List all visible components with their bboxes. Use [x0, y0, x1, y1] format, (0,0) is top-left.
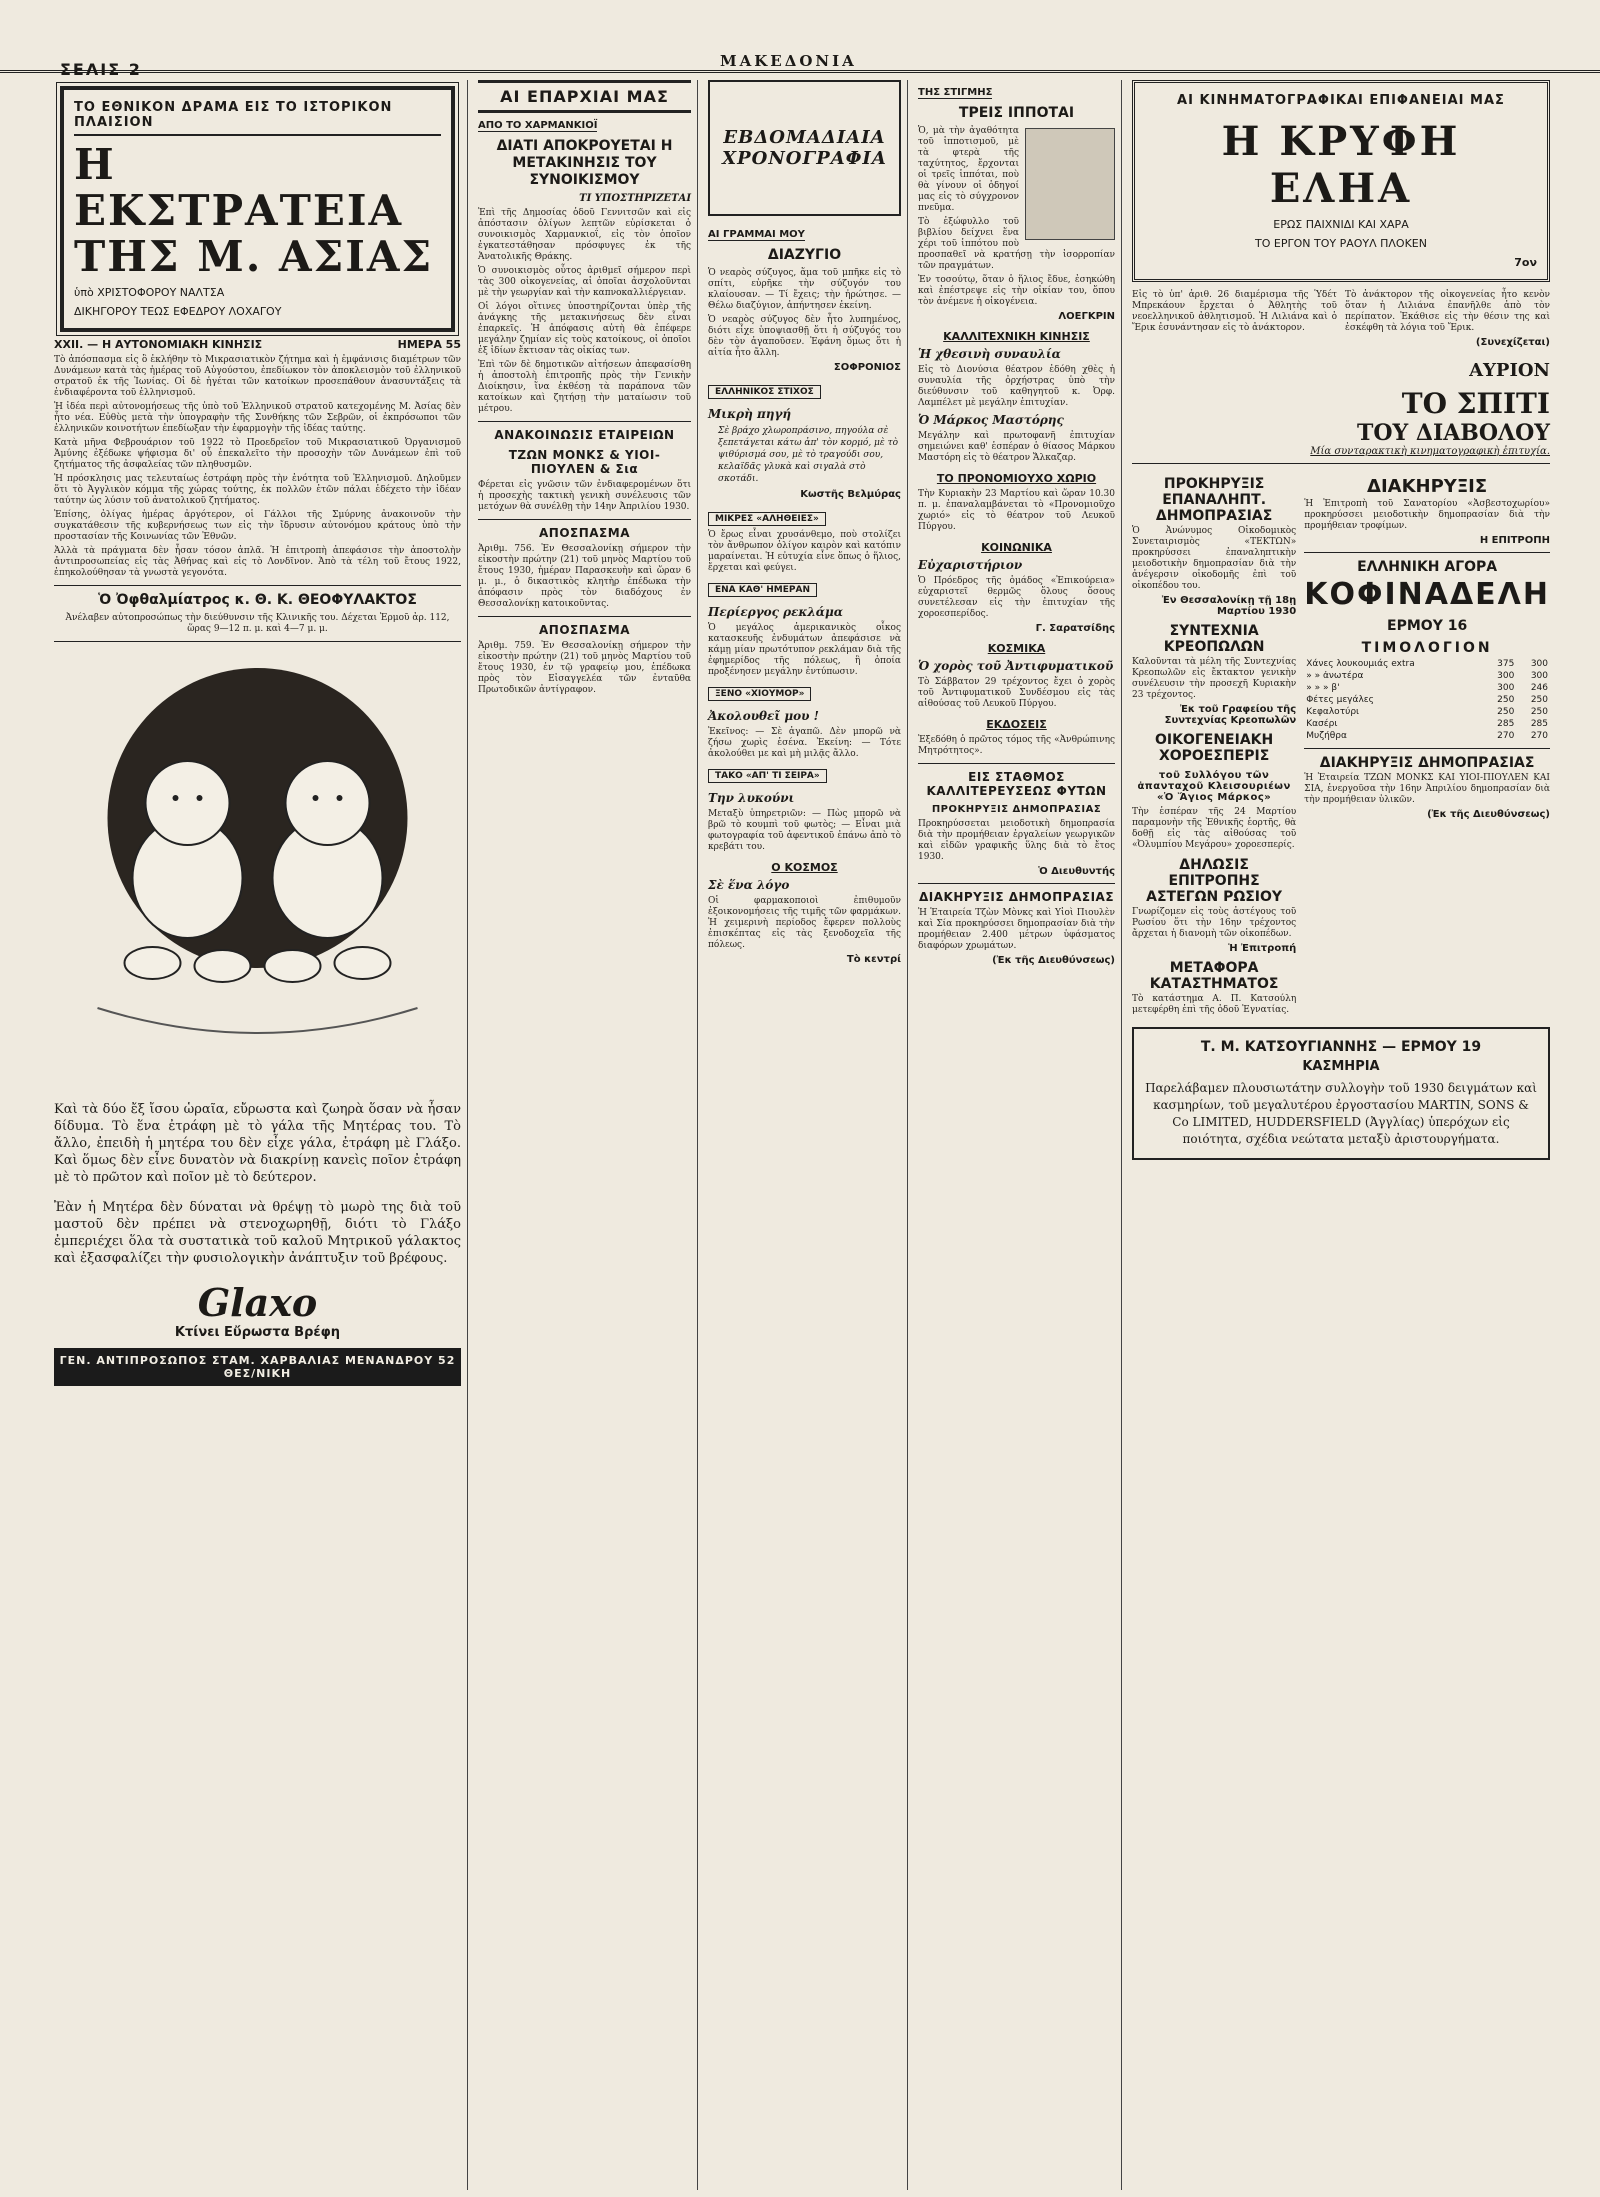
divider: [918, 763, 1115, 764]
price-row: [1304, 706, 1550, 718]
katsog-sub: ΚΑΣΜΗΡΙΑ: [1302, 1059, 1380, 1074]
divider: [1132, 463, 1550, 464]
section-text: Τὴν Κυριακὴν 23 Μαρτίου καὶ ὥραν 10.30 π. μ. ἐπαναλαμβάνεται τὸ «Προνομιοῦχο χωριό» εἰς τὸ θέατρον τοῦ Λευκοῦ Πύργου.: [918, 489, 1115, 532]
article-paragraph: Τὸ ἀπόσπασμα εἰς ὃ ἐκλήθην τὸ Μικρασιατικὸν ζήτημα καὶ ἡ ἐμφάνισις διαμέτρων τῶν Δυνάμεων κατὰ τὰς ἡμέρας τοῦ Αὐγούστου, ἐπεδίωκον τὸν ἀποκλεισμὸν τοῦ ἐλληνικοῦ στρατοῦ ἐκ τῆς Ἰωνίας. Οἱ δὲ ἡγέται τῶν κατοίκων προσεπάθουν ἀνασυντάξεις τὰ ἐνδιαφέροντα τοῦ ἑλληνισμοῦ.: [54, 355, 461, 398]
chronika-logo-word: ΕΒΔΟΜΑΔΙΑΙΑ ΧΡΟΝΟΓΡΑΦΙΑ: [722, 127, 887, 169]
optician-line: Ἀνέλαβεν αὐτοπροσώπως τὴν διεύθυνσιν τῆς Κλινικῆς του. Δέχεται Ἑρμοῦ ἀρ. 112, ὥρας 9—12 π. μ. καὶ 4—7 μ. μ.: [65, 613, 450, 634]
notice-heading: ΑΝΑΚΟΙΝΩΣΙΣ ΕΤΑΙΡΕΙΩΝ: [494, 428, 675, 442]
price-value: 270: [1497, 731, 1515, 741]
article-signature: Γ. Σαρατσίδης: [1035, 623, 1115, 634]
column-5: [1126, 80, 1556, 2190]
diak2-text: Ἡ Ἑταιρεία ΤΖΩΝ ΜΟΝΚΣ ΚΑΙ ΥΙΟΙ-ΠΙΟΥΛΕΝ ΚΑΙ ΣΙΑ, ἐνεργοῦσα τὴν 16ην Ἀπριλίου δημοπρασίαν διὰ τὴν προμήθειαν ὑλικῶν.: [1304, 773, 1550, 805]
cinema-top: ΑΙ ΚΙΝΗΜΑΤΟΓΡΑΦΙΚΑΙ ΕΠΙΦΑΝΕΙΑΙ ΜΑΣ: [1177, 93, 1505, 108]
notice-heading: ΕΙΣ ΣΤΑΘΜΟΣ ΚΑΛΛΙΤΕΡΕΥΣΕΩΣ ΦΥΤΩΝ: [926, 770, 1107, 798]
agora-catalog: ΤΙΜΟΛΟΓΙΟΝ: [1361, 640, 1493, 656]
divider: [918, 883, 1115, 884]
price-value: 285: [1530, 719, 1548, 729]
article-subheadline: ΤΙ ΥΠΟΣΤΗΡΙΖΕΤΑΙ: [579, 193, 691, 204]
cinema-serial-box: [1132, 80, 1550, 282]
katsogiannis-ad: [1132, 1027, 1550, 1160]
paper-name: ΜΑΚΕΔΟΝΙΑ: [720, 52, 857, 70]
article-paragraph: Ὁ, μὰ τὴν ἀγαθότητα τοῦ ἱπποτισμοῦ, μὲ τὰ φτερὰ τῆς ταχύτητος, ἔρχονται οἱ τρεῖς ἱππόται, ποὺ θὰ γίνουν οἱ ὁδηγοί μας εἰς τὸ σύγχρονον πνεῦμα.: [918, 126, 1019, 213]
price-item: Μυζήθρα: [1306, 731, 1347, 741]
section-text: Μεγάλην καὶ πρωτοφανῆ ἐπιτυχίαν σημειώνει καθ' ἑσπέραν ὁ θίασος Μάρκου Μαστόρη εἰς τὸ θέατρον Ἄλκαζαρ.: [918, 431, 1115, 463]
diakir-signature: Η ΕΠΙΤΡΟΠΗ: [1479, 535, 1550, 546]
metafora-heading: ΜΕΤΑΦΟΡΑ ΚΑΤΑΣΤΗΜΑΤΟΣ: [1149, 960, 1279, 992]
chronika-logo: [708, 80, 901, 216]
glaxo-caption-2: Ἐὰν ἡ Μητέρα δὲν δύναται νὰ θρέψῃ τὸ μωρὸ της διὰ τοῦ μαστοῦ δὲν πρέπει νὰ στενοχωρηθῇ, διότι τὸ Γλάξο ἐμπεριέχει ὅλα τὰ συστατικὰ τοῦ καλοῦ Μητρικοῦ γάλακτος καὶ ἐξασφαλίζει τὴν φυσιολογικὴν ἀνάπτυξιν τοῦ βρέφους.: [54, 1200, 461, 1266]
section-text: Μεταξὺ ὑπηρετριῶν: — Πὼς μπορῶ νὰ βρῶ τὸ κουμπὶ τοῦ φωτὸς; — Εἶναι μιὰ φωτογραφία τοῦ ἀφεντικοῦ ἐπάνω ἀπὸ τὸ κρεβάτι του.: [708, 809, 901, 852]
section-text: Ἐξεδόθη ὁ πρῶτος τόμος τῆς «Ἀνθρώπινης Μητρότητος».: [918, 735, 1115, 756]
section-tag: ΕΝΑ ΚΑΘ' ΗΜΕΡΑΝ: [708, 583, 817, 597]
cinema-paragraph: Τὸ ἀνάκτορον τῆς οἰκογενείας ἦτο κενὸν ὅταν ἡ Λιλιάνα ἐπανῆλθε ἀπὸ τὸν περίπατον. Ἐκάθισε εἰς τὴν θέσιν της καὶ ἐσκέφθη τὰ λόγια τοῦ Ἔρικ.: [1345, 290, 1550, 333]
section-heading: ΚΟΣΜΙΚΑ: [987, 642, 1046, 655]
article-paragraph: Ἐν τοσούτῳ, ὅταν ὁ ἥλιος ἔδυε, ἐσηκώθη καὶ ἐπέστρεψε εἰς τὴν οἰκίαν του, ὅπου τὸν ἀνέμενε ἡ οἰκογένεια.: [918, 275, 1115, 307]
article-paragraph: Ὁ νεαρὸς σύζυγος δὲν ἦτο λυπημένος, διότι εἶχε ὑποψιασθῇ ὅτι ἡ σύζυγός του δὲν τὸν ἀγαποῦσεν. Ἐφάνη ὅμως ὅτι ἡ αἰτία ἦτο ἄλλη.: [708, 315, 901, 358]
chapter-title: XXII. — Η ΑΥΤΟΝΟΜΙΑΚΗ ΚΙΝΗΣΙΣ: [54, 338, 263, 351]
section-title: Ὁ χορὸς τοῦ Ἀντιφυματικοῦ: [918, 659, 1114, 673]
diak2-heading: ΔΙΑΚΗΡΥΞΙΣ ΔΗΜΟΠΡΑΣΙΑΣ: [1319, 755, 1535, 771]
katsog-text: Παρελάβαμεν πλουσιωτάτην συλλογὴν τοῦ 1930 δειγμάτων καὶ κασμηρίων, τοῦ μεγαλυτέρου ἐργοστασίου MARTIN, SONS & Co LIMITED, HUDDERSFIELD (Ἀγγλίας) ὑπερόχων εἰς ποιότητα, σχέδια νεώτατα μεταξὺ ἀριστουργήματα.: [1145, 1081, 1537, 1146]
notice-company: ΤΖΩΝ ΜΟΝΚΣ & ΥΙΟΙ-ΠΙΟΥΛΕΝ & Σια: [508, 448, 661, 476]
cinema-col: [1132, 290, 1337, 354]
article-paragraph: Ἐπὶ τῆς Δημοσίας ὁδοῦ Γεννιτσῶν καὶ εἰς ἀπόστασιν ὀλίγων λεπτῶν εὑρίσκεται ὁ συνοικισμὸς Χαρμανκιοΐ, εἰς τὸν ὁποῖον ἐγκατεστάθησαν πρόσφυγες ἐκ τῆς Ἀνατολικῆς Θράκης.: [478, 208, 691, 262]
masthead: [0, 0, 1600, 79]
serial-ad-box: [60, 86, 455, 332]
section-text: Εἰς τὸ Διονύσια θέατρον ἐδόθη χθὲς ἡ συναυλία τῆς ὀρχήστρας ὑπὸ τὴν διεύθυνσιν τοῦ καθηγητοῦ κ. Ὀρφ. Λαμπέλετ μὲ μεγάλην ἐπιτυχίαν.: [918, 365, 1115, 408]
divider: [1304, 748, 1550, 749]
section-title: Εὐχαριστήριον: [918, 558, 1023, 572]
article-paragraph: Ἀλλὰ τὰ πράγματα δὲν ἦσαν τόσον ἁπλᾶ. Ἡ ἐπιτροπὴ ἀπεφάσισε τὴν ἀποστολὴν ἀντιπροσωπείας εἰς τὰς Ἀθήνας καὶ εἰς τὸ Λονδῖνον. Ἀπὸ τὰ τέλη τοῦ ἔτους 1922, ἐπηκολούθησαν τὰ γνωστὰ γεγονότα.: [54, 546, 461, 578]
section-heading: ΚΑΛΛΙΤΕΧΝΙΚΗ ΚΙΝΗΣΙΣ: [943, 330, 1090, 343]
price-item: » » » β': [1306, 683, 1340, 693]
section-tag: ΜΙΚΡΕΣ «ΑΛΗΘΕΙΕΣ»: [708, 512, 826, 526]
kosmos-heading: Ο ΚΟΣΜΟΣ: [771, 861, 838, 874]
cinema-part: 7ον: [1514, 256, 1537, 269]
section-tag: ΕΛΛΗΝΙΚΟΣ ΣΤΙΧΟΣ: [708, 385, 821, 399]
serial-author-sub: ΔΙΚΗΓΟΡΟΥ ΤΕΩΣ ΕΦΕΔΡΟΥ ΛΟΧΑΓΟΥ: [74, 305, 282, 318]
article-paragraph: Οἱ λόγοι οἵτινες ὑποστηρίζονται ὑπὲρ τῆς ἀνάγκης τῆς μετακινήσεως δὲν εἶναι ἐπαρκεῖς. Ἡ ἀπόφασις αὐτὴ θὰ ἐπέφερε μεγάλην ζημίαν εἰς τοὺς κατοίκους, οἱ ὁποῖοι ἐξ ἰδίων ἔκτισαν τὰς οἰκίας των.: [478, 302, 691, 356]
poem-title: Μικρὴ πηγή: [708, 407, 792, 421]
notices-left: [1132, 470, 1296, 1019]
serial-author: ὑπὸ ΧΡΙΣΤΟΦΟΡΟΥ ΝΑΛΤΣΑ: [74, 286, 225, 299]
price-value: 250: [1530, 707, 1548, 717]
cinema-end: (Συνεχίζεται): [1475, 337, 1550, 348]
notice-text: Ἡ Ἑταιρεία Τζὼν Μὸνκς καὶ Υἱοὶ Πιουλὲν καὶ Σία προκηρύσσει δημοπρασίαν διὰ τὴν προμήθειαν 2.400 μέτρων ὑφάσματος διαφόρων χρωμάτων.: [918, 908, 1115, 951]
serial-ad-top: ΤΟ ΕΘΝΙΚΟΝ ΔΡΑΜΑ ΕΙΣ ΤΟ ΙΣΤΟΡΙΚΟΝ ΠΛΑΙΣΙΟΝ: [74, 100, 441, 136]
price-table: [1304, 658, 1550, 742]
prokir-heading: ΠΡΟΚΗΡΥΞΙΣ ΕΠΑΝΑΛΗΠΤ. ΔΗΜΟΠΡΑΣΙΑΣ: [1155, 476, 1273, 524]
article-signature: ΣΟΦΡΟΝΙΟΣ: [833, 362, 901, 373]
oik-text: Τὴν ἑσπέραν τῆς 24 Μαρτίου παραμονὴν τῆς Ἐθνικῆς ἑορτῆς, θὰ δοθῇ εἰς τὰς αἰθούσας τοῦ «Ὀλυμπίου Μεγάρου» χοροεσπερίς.: [1132, 807, 1297, 850]
price-row: [1304, 718, 1550, 730]
synt-text: Καλοῦνται τὰ μέλη τῆς Συντεχνίας Κρεοπωλῶν εἰς ἔκτακτον γενικὴν συνέλευσιν τὴν προσεχῆ Κυριακὴν 23 τρέχοντος.: [1132, 657, 1297, 700]
avrion-sub: Μία συνταρακτικὴ κινηματογραφικὴ ἐπιτυχία.: [1310, 446, 1550, 457]
section-kicker: ΑΙ ΓΡΑΜΜΑΙ ΜΟΥ: [708, 229, 805, 240]
cinema-title: Η ΚΡΥΦΗ ΕΛΗΑ: [1221, 118, 1461, 212]
apospasma-text: Ἀριθμ. 759. Ἐν Θεσσαλονίκῃ σήμερον τὴν εἰκοστὴν πρώτην (21) τοῦ μηνὸς Μαρτίου τοῦ ἔτους 1930, ἐν τῷ γραφείῳ μου, ἐπέδωκα πρὸς τὸν Εἰσαγγελέα τῶν ἐνταῦθα Πρωτοδικῶν ἀντίγραφον.: [478, 641, 691, 695]
serial-title-line2: ΤΗΣ Μ. ΑΣΙΑΣ: [74, 232, 434, 281]
apospasma-heading: ΑΠΟΣΠΑΣΜΑ: [539, 623, 630, 637]
price-item: » » ἀνωτέρα: [1306, 671, 1364, 681]
article-title: ΔΙΑΖΥΓΙΟ: [767, 247, 842, 263]
price-row: [1304, 730, 1550, 742]
glaxo-agent-bar: ΓΕΝ. ΑΝΤΙΠΡΟΣΩΠΟΣ ΣΤΑΜ. ΧΑΡΒΑΛΙΑΣ ΜΕΝΑΝΔΡΟΥ 52 ΘΕΣ/ΝΙΚΗ: [54, 1348, 461, 1386]
section-title: Περίεργος ρεκλάμα: [708, 605, 844, 619]
agora-heading: ΕΛΛΗΝΙΚΗ ΑΓΟΡΑ: [1357, 559, 1498, 575]
notice-subheading: ΠΡΟΚΗΡΥΞΙΣ ΔΗΜΟΠΡΑΣΙΑΣ: [931, 804, 1102, 815]
notices-right: [1304, 470, 1550, 1019]
article-paragraph: Ἡ πρόσκλησις μας τελευταίως ἐστράφη πρὸς τὴν ἑνότητα τοῦ Ἑλληνισμοῦ. Δηλοῦμεν ὅτι τὸ Ἀγγλικὸν κόμμα τῆς χώρας τούτης, ἐκ πολλῶν ἐτῶν πάλαι ἐδέχετο τὴν ἰδέαν ταύτην ὡς λύσιν τοῦ ἀνατολικοῦ ζητήματος.: [54, 474, 461, 506]
divider: [54, 585, 461, 586]
price-row: [1304, 670, 1550, 682]
section-tag: ΞΕΝΟ «ΧΙΟΥΜΟΡ»: [708, 687, 811, 701]
avrion-title: ΤΟ ΣΠΙΤΙ: [1401, 387, 1550, 420]
price-row: [1304, 694, 1550, 706]
diak2-signature: (Ἐκ τῆς Διευθύνσεως): [1427, 809, 1550, 820]
katsog-name: Τ. Μ. ΚΑΤΣΟΥΓΙΑΝΝΗΣ — ΕΡΜΟΥ 19: [1200, 1039, 1482, 1055]
price-item: Κασέρι: [1306, 719, 1338, 729]
babies-illustration: [54, 648, 461, 1088]
optician-title: Ὁ Ὀφθαλμίατρος κ. Θ. Κ. ΘΕΟΦΥΛΑΚΤΟΣ: [98, 592, 417, 608]
article-headline: ΔΙΑΤΙ ΑΠΟΚΡΟΥΕΤΑΙ Η ΜΕΤΑΚΙΝΗΣΙΣ ΤΟΥ ΣΥΝΟΙΚΙΣΜΟΥ: [496, 138, 673, 188]
divider: [478, 421, 691, 422]
notices-row: [1132, 470, 1550, 1019]
price-row: [1304, 682, 1550, 694]
column-4: [912, 80, 1122, 2190]
notice-text: Προκηρύσσεται μειοδοτικὴ δημοπρασία διὰ τὴν προμήθειαν ἐργαλείων γεωργικῶν καὶ εἰδῶν γραφικῆς ὕλης διὰ τὸ ἔτος 1930.: [918, 819, 1115, 862]
synt-heading: ΣΥΝΤΕΧΝΙΑ ΚΡΕΟΠΩΛΩΝ: [1163, 623, 1265, 655]
section-text: Ὁ μεγάλος ἀμερικανικὸς οἶκος κατασκευῆς ἐνδυμάτων ἀπεφάσισε νὰ κάμῃ μίαν πρωτότυπον ρεκλάμαν διὰ τῆς ἐφημερίδος τῆς πόλεως, ἣ ὁποία προξένησεν μεγάλην ἐντύπωσιν.: [708, 623, 901, 677]
notice-signature: Ὁ Διευθυντής: [1038, 866, 1115, 877]
asteg-heading: ΔΗΛΩΣΙΣ ΕΠΙΤΡΟΠΗΣ ΑΣΤΕΓΩΝ ΡΩΣΙΟΥ: [1146, 857, 1283, 905]
price-value: 375: [1497, 659, 1515, 669]
price-item: Φέτες μεγάλες: [1306, 695, 1374, 705]
agora-address: ΕΡΜΟΥ 16: [1387, 618, 1468, 634]
column-1: [48, 80, 468, 2190]
glaxo-tagline: Κτίνει Εὔρωστα Βρέφη: [174, 1325, 341, 1340]
avrion-box: [1132, 360, 1550, 457]
glaxo-logo: Glaxo: [197, 1280, 318, 1325]
poem-text: Σὲ βράχο χλωροπράσινο, πηγούλα σὲ ξεπετάγεται κάτω ἀπ' τὸν κορμό, μὲ τὸ ψιθύρισμά σου, μὲ τὸ τραγούδι σου, κελαϊδᾶς γλυκὰ καὶ σιγαλὰ στὸ σκοτάδι.: [718, 426, 898, 484]
price-value: 300: [1530, 659, 1548, 669]
apospasma-text: Ἀριθμ. 756. Ἐν Θεσσαλονίκῃ σήμερον τὴν εἰκοστὴν πρώτην (21) τοῦ μηνὸς Μαρτίου τοῦ ἔτους 1930, ἡμέραν Παρασκευὴν καὶ ὥραν 6 μ. μ., ὁ δικαστικὸς κλητὴρ ἐπέδωκα τὴν ἀπόφασιν πρὸς τὸν διαδόχους ἐν Θεσσαλονίκῃ κατοικοῦντας.: [478, 544, 691, 609]
article-paragraph: Ἐπὶ τῶν δὲ δημοτικῶν αἰτήσεων ἀπεφασίσθη ἡ ἀποστολὴ ἐπιτροπῆς πρὸς τὴν Γενικὴν Διοίκησιν, ἵνα ἐκθέσῃ τὰ παράπονα τῶν κατοίκων καὶ ζητήσῃ τὴν ματαίωσιν τοῦ μέτρου.: [478, 360, 691, 414]
column-2: [472, 80, 698, 2190]
section-tag: ΤΑΚΟ «ΑΠ' ΤΙ ΣΕΙΡΑ»: [708, 769, 827, 783]
price-item: Χάνες λουκουμιάς extra: [1306, 659, 1415, 669]
article-paragraph: Ὁ νεαρὸς σύζυγος, ἅμα τοῦ μπῆκε εἰς τὸ σπίτι, εὑρῆκε τὴν σύζυγόν του κλαίουσαν. — Τί ἔχεις; τὴν ἠρώτησε. — Θέλω διαζύγιον, ἀπήντησεν ἐκείνη.: [708, 268, 901, 311]
article-title: ΤΡΕΙΣ ΙΠΠΟΤΑΙ: [958, 105, 1075, 121]
apospasma-heading: ΑΠΟΣΠΑΣΜΑ: [539, 526, 630, 540]
cinema-sub2: ΤΟ ΕΡΓΟΝ ΤΟΥ ΡΑΟΥΛ ΠΛΟΚΕΝ: [1255, 237, 1427, 250]
article-signature: Τὸ κεντρί: [846, 954, 901, 965]
article-paragraph: Ἐπίσης, ὀλίγας ἡμέρας ἀργότερον, οἱ Γάλλοι τῆς Σμύρνης ἀνακοινοῦν τὴν συγκατάθεσιν τῆς κυβερνήσεως των εἰς τὴν ἴδρυσιν αὐτονόμου κράτους ὑπὸ τὴν προστασίαν τῆς Κοινωνίας τῶν Ἐθνῶν.: [54, 510, 461, 542]
prokir-text: Ὁ Ἀνώνυμος Οἰκοδομικὸς Συνεταιρισμὸς «ΤΕΚΤΩΝ» προκηρύσσει ἐπαναληπτικὴν μειοδοτικὴν δημοπρασίαν διὰ τὴν ἀνέγερσιν οἰκοδομῆς ἐπὶ τοῦ οἰκοπέδου του.: [1132, 526, 1297, 591]
divider: [478, 616, 691, 617]
section-kicker: ΤΗΣ ΣΤΙΓΜΗΣ: [918, 87, 993, 98]
section-heading: ΕΚΔΟΣΕΙΣ: [986, 718, 1047, 731]
article-kicker: ΑΠΟ ΤΟ ΧΑΡΜΑΝΚΙΟΪ: [478, 120, 598, 131]
section-text: Ἐκεῖνος: — Σὲ ἀγαπῶ. Δὲν μπορῶ νὰ ζήσω χωρὶς ἐσένα. Ἐκείνη: — Τότε ἀκολούθει με καὶ μὴ μιλᾷς ἄλλο.: [708, 727, 901, 759]
price-value: 300: [1497, 671, 1515, 681]
section-title: Σὲ ἕνα λόγο: [708, 878, 790, 892]
article-paragraph: Τὸ ἐξώφυλλο τοῦ βιβλίου δείχνει ἕνα χέρι τοῦ ἱππότου ποὺ προσπαθεῖ νὰ κρατήσῃ τὴν ἰσορροπίαν τῶν πραγμάτων.: [918, 217, 1115, 271]
price-row: [1304, 658, 1550, 670]
section-heading: ΚΟΙΝΩΝΙΚΑ: [981, 541, 1052, 554]
chapter-heading: [54, 338, 461, 351]
section-heading: ΤΟ ΠΡΟΝΟΜΙΟΥΧΟ ΧΩΡΙΟ: [936, 472, 1097, 485]
price-value: 250: [1497, 707, 1515, 717]
section-title: Ὁ Μάρκος Μαστόρης: [918, 413, 1064, 427]
synt-signature: Ἐκ τοῦ Γραφείου τῆς Συντεχνίας Κρεοπωλῶν: [1164, 704, 1297, 726]
column-3: [702, 80, 908, 2190]
prokir-signature: Ἐν Θεσσαλονίκῃ τῇ 18ῃ Μαρτίου 1930: [1161, 595, 1297, 617]
price-value: 300: [1497, 683, 1515, 693]
article-paragraph: Ὁ συνοικισμὸς οὗτος ἀριθμεῖ σήμερον περὶ τὰς 300 οἰκογενείας, αἱ ὁποῖαι ἀσχολοῦνται μὲ τὴν γεωργίαν καὶ τὴν καπνοκαλλιέργειαν.: [478, 266, 691, 298]
cinema-sub1: ΕΡΩΣ ΠΑΙΧΝΙΔΙ ΚΑΙ ΧΑΡΑ: [1273, 218, 1409, 231]
section-header: ΑΙ ΕΠΑΡΧΙΑΙ ΜΑΣ: [478, 80, 691, 113]
avrion-title2: ΤΟΥ ΔΙΑΒΟΛΟΥ: [1356, 420, 1550, 446]
price-item: Κεφαλοτύρι: [1306, 707, 1360, 717]
serial-title-line1: Η ΕΚΣΤΡΑΤΕΙΑ: [74, 140, 404, 235]
diakir-heading: ΔΙΑΚΗΡΥΞΙΣ: [1367, 476, 1488, 497]
section-text: Οἱ φαρμακοποιοὶ ἐπιθυμοῦν ἐξοικονομήσεις τῆς τιμῆς τῶν φαρμάκων. Ἡ χειμερινὴ περίοδος ἔφερεν πολλοὺς ἐπισκέπτας εἰς τὰς ξενοδοχεῖα τῆς πόλεως.: [708, 896, 901, 950]
price-value: 250: [1497, 695, 1515, 705]
article-paragraph: Ἡ ἰδέα περὶ αὐτονομήσεως τῆς ὑπὸ τοῦ Ἑλληνικοῦ στρατοῦ κατεχομένης Μ. Ἀσίας δὲν ἦτο νέα. Εὐθὺς μετὰ τὴν ὑπογραφὴν τῆς Συνθήκης τῶν Σεβρῶν, οἱ ἐκπρόσωποι τῶν ἑλληνικῶν κοινοτήτων ἐπεδίωξαν τὴν ἐφαρμογὴν τῆς ἰδέας ταύτης.: [54, 402, 461, 434]
oik-heading: ΟΙΚΟΓΕΝΕΙΑΚΗ ΧΟΡΟΕΣΠΕΡΙΣ: [1154, 732, 1274, 764]
page-number: ΣΕΛΙΣ 2: [60, 60, 142, 79]
divider: [1304, 552, 1550, 553]
notice-text: Φέρεται εἰς γνῶσιν τῶν ἐνδιαφερομένων ὅτι ἡ προσεχὴς τακτικὴ γενικὴ συνέλευσις τῶν μετόχων θὰ συνέλθῃ τὴν 14ην Ἀπριλίου 1930.: [478, 480, 691, 512]
chapter-day: ΗΜΕΡΑ 55: [397, 338, 461, 351]
section-title: Την λυκούνι: [708, 791, 795, 805]
section-title: Ἡ χθεσινὴ συναυλία: [918, 347, 1061, 361]
cinema-columns: [1132, 290, 1550, 354]
metafora-text: Τὸ κατάστημα Α. Π. Κατσούλη μετεφέρθη ἐπὶ τῆς ὁδοῦ Ἐγνατίας.: [1132, 994, 1297, 1015]
asteg-signature: Ἡ Ἐπιτροπή: [1228, 943, 1297, 954]
asteg-text: Γνωρίζομεν εἰς τοὺς ἀστέγους τοῦ Ρωσίου ὅτι τὴν 16ην τρέχοντος ἄρχεται ἡ διανομὴ τῶν οἰκοπέδων.: [1132, 907, 1297, 939]
divider: [478, 519, 691, 520]
section-text: Ὁ Πρόεδρος τῆς ὁμάδος «Ἐπικούρεια» εὐχαριστεῖ θερμῶς ὅλους ὅσους συνετέλεσαν εἰς τὴν ἐπιτυχίαν τῆς χοροεσπερίδος.: [918, 576, 1115, 619]
divider: [54, 641, 461, 642]
article-signature: ΛΟΕΓΚΡΙΝ: [1058, 311, 1115, 322]
oik-sub: τοῦ Συλλόγου τῶν ἁπανταχοῦ Κλεισουριέων «Ὁ Ἅγιος Μάρκος»: [1137, 770, 1291, 803]
portrait-photo: [1025, 128, 1115, 240]
avrion-label: ΑΥΡΙΟΝ: [1469, 360, 1550, 381]
notice-heading: ΔΙΑΚΗΡΥΞΙΣ ΔΗΜΟΠΡΑΣΙΑΣ: [918, 890, 1115, 904]
agora-brand: ΚΟΦΙΝΑΔΕΛΗ: [1304, 577, 1550, 612]
cinema-col: [1345, 290, 1550, 354]
article-paragraph: Κατὰ μῆνα Φεβρουάριον τοῦ 1922 τὸ Προεδρεῖον τοῦ Μικρασιατικοῦ Ὀργανισμοῦ Ἀμύνης ἐξέδωκε ψήφισμα δι' οὗ ἐπεκαλεῖτο τὴν προσοχὴν τῶν Δυνάμεων ἐπὶ τοῦ ζητήματος τῆς ἀσφαλείας τῶν πληθυσμῶν.: [54, 438, 461, 470]
poet-signature: Κωστῆς Βελμύρας: [800, 489, 901, 500]
price-value: 285: [1497, 719, 1515, 729]
section-title: Ἀκολουθεῖ μου !: [708, 709, 819, 723]
price-value: 246: [1530, 683, 1548, 693]
section-text: Τὸ Σάββατον 29 τρέχοντος ἔχει ὁ χορὸς τοῦ Ἀντιφυματικοῦ Συνδέσμου εἰς τὰς αἰθούσας τοῦ Λευκοῦ Πύργου.: [918, 677, 1115, 709]
section-text: Ὁ ἔρως εἶναι χρυσάνθεμο, ποὺ στολίζει τὸν ἄνθρωπον ὀλίγον καιρὸν καὶ κατόπιν μαραίνεται. Ἡ εὐτυχία εἶνε ὅπως ὁ ἥλιος, ἔρχεται καὶ φεύγει.: [708, 530, 901, 573]
price-value: 250: [1530, 695, 1548, 705]
diakir-text: Ἡ Ἐπιτροπὴ τοῦ Σανατορίου «Ἀσβεστοχωρίου» προκηρύσσει μειοδοτικὴν δημοπρασίαν διὰ τὴν προμήθειαν τροφίμων.: [1304, 499, 1550, 531]
glaxo-caption: Καὶ τὰ δύο ἔξ ἴσου ὡραῖα, εὔρωστα καὶ ζωηρὰ ὅσαν νὰ ἦσαν δίδυμα. Τὸ ἕνα ἐτράφη μὲ τὸ γάλα τῆς Μητέρας του. Τὸ ἄλλο, ἐπειδὴ ἡ μητέρα του δὲν εἶχε γάλα, ἐτράφη μὲ Γλάξο. Καὶ ὅμως δὲν εἶνε δυνατὸν νὰ διακρίνῃ κανεὶς ποῖον ἐτράφη μὲ τὸ πρῶτον καὶ ποῖον μὲ τὸ δεύτερον.: [54, 1102, 461, 1185]
price-value: 300: [1530, 671, 1548, 681]
cinema-paragraph: Εἰς τὸ ὑπ' ἀριθ. 26 διαμέρισμα τῆς Ὑδέτ Μπρεκάουν ἔρχεται ὁ Ἀθλητὴς τοῦ νεοελληνικοῦ ἀθλητισμοῦ. Ἡ Λιλιάνα καὶ ὁ Ἔρικ ἐσυνάντησαν εἰς τὸ ἀνάκτορον.: [1132, 290, 1337, 333]
notice-signature: (Ἐκ τῆς Διευθύνσεως): [992, 955, 1115, 966]
price-value: 270: [1530, 731, 1548, 741]
